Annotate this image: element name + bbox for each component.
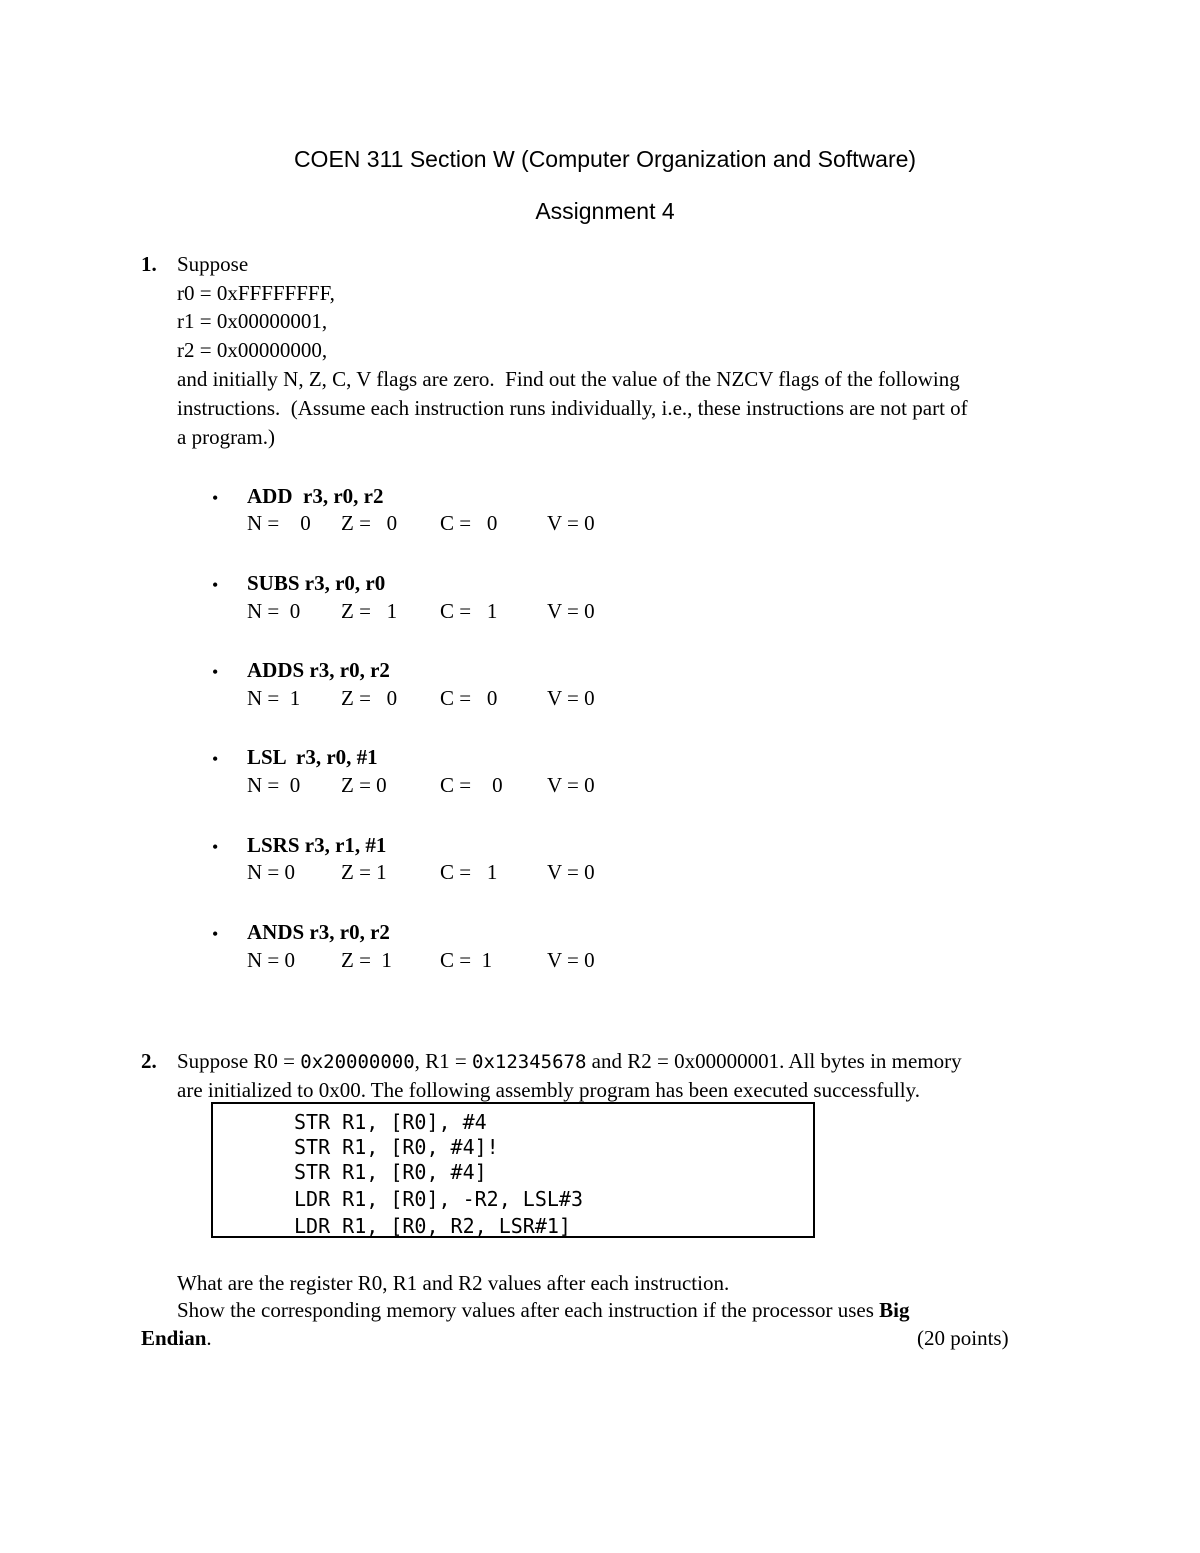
- instruction-text: ANDS r3, r0, r2: [247, 920, 390, 944]
- flag-v: V = 0: [547, 860, 595, 884]
- flag-v: V = 0: [547, 511, 595, 535]
- flag-v: V = 0: [547, 948, 595, 972]
- flag-v: V = 0: [547, 773, 595, 797]
- q2-line1-text: , R1 =: [414, 1049, 473, 1073]
- flag-n: N = 0: [247, 860, 296, 884]
- q2-number: 2.: [141, 1049, 157, 1073]
- flag-v: V = 0: [547, 686, 595, 710]
- code-line: STR R1, [R0, #4]!: [294, 1135, 499, 1159]
- code-line: LDR R1, [R0], -R2, LSL#3: [294, 1187, 583, 1211]
- q2-question-line: [141, 1328, 212, 1349]
- flag-c: C = 1: [440, 948, 493, 972]
- flag-c: C = 0: [440, 511, 498, 535]
- bullet-icon: •: [212, 488, 219, 508]
- q2-question-line: [177, 1300, 909, 1321]
- flag-n: N = 0: [247, 599, 301, 623]
- code-line: LDR R1, [R0, R2, LSR#1]: [294, 1214, 571, 1238]
- q2-period: .: [206, 1326, 212, 1350]
- instruction-text: ADDS r3, r0, r2: [247, 658, 390, 682]
- q1-register-r2: r2 = 0x00000000,: [177, 338, 328, 362]
- bullet-icon: •: [212, 575, 219, 595]
- flag-z: Z = 0: [341, 511, 398, 535]
- flag-c: C = 0: [440, 773, 503, 797]
- q1-description-line: instructions. (Assume each instruction runs individually, i.e., these instructions are not part of: [177, 396, 968, 420]
- flag-c: C = 0: [440, 686, 498, 710]
- q1-register-r0: r0 = 0xFFFFFFFF,: [177, 281, 335, 305]
- flag-c: C = 1: [440, 599, 498, 623]
- bullet-icon: •: [212, 837, 219, 857]
- flag-n: N = 0: [247, 511, 311, 535]
- bullet-icon: •: [212, 924, 219, 944]
- code-box: [211, 1102, 815, 1238]
- flag-n: N = 0: [247, 773, 301, 797]
- assignment-title: Assignment 4: [535, 198, 675, 224]
- q2-question-text: Show the corresponding memory values after each instruction if the processor uses: [177, 1298, 880, 1322]
- instruction-text: LSRS r3, r1, #1: [247, 833, 387, 857]
- q2-big-word: Big: [879, 1298, 910, 1322]
- q1-description-line: and initially N, Z, C, V flags are zero. Find out the value of the NZCV flags of the following: [177, 367, 960, 391]
- q2-points: (20 points): [917, 1326, 1009, 1350]
- q2-line2: are initialized to 0x00. The following assembly program has been executed successfully.: [177, 1078, 920, 1102]
- code-line: STR R1, [R0], #4: [294, 1110, 487, 1134]
- flag-n: N = 1: [247, 686, 301, 710]
- q2-r1-value: 0x12345678: [472, 1051, 587, 1073]
- bullet-icon: •: [212, 749, 219, 769]
- q2-r0-value: 0x20000000: [300, 1051, 415, 1073]
- q2-question-line: What are the register R0, R1 and R2 values after each instruction.: [177, 1271, 730, 1295]
- q2-line1-text: Suppose R0 =: [177, 1049, 301, 1073]
- flag-z: Z = 1: [341, 948, 392, 972]
- flag-v: V = 0: [547, 599, 595, 623]
- flag-n: N = 0: [247, 948, 296, 972]
- flag-c: C = 1: [440, 860, 498, 884]
- q2-line1: [177, 1051, 962, 1072]
- instruction-text: SUBS r3, r0, r0: [247, 571, 386, 595]
- q2-endian-word: Endian: [141, 1326, 207, 1350]
- flag-z: Z = 1: [341, 860, 387, 884]
- q1-number: 1.: [141, 252, 157, 276]
- flag-z: Z = 0: [341, 686, 398, 710]
- bullet-icon: •: [212, 662, 219, 682]
- instruction-text: LSL r3, r0, #1: [247, 745, 378, 769]
- q1-description-line: a program.): [177, 425, 275, 449]
- code-line: STR R1, [R0, #4]: [294, 1160, 487, 1184]
- q1-register-r1: r1 = 0x00000001,: [177, 309, 328, 333]
- instruction-text: ADD r3, r0, r2: [247, 484, 384, 508]
- q1-intro: Suppose: [177, 252, 249, 276]
- flag-z: Z = 0: [341, 773, 387, 797]
- q2-line1-text: and R2 = 0x00000001. All bytes in memory: [586, 1049, 962, 1073]
- flag-z: Z = 1: [341, 599, 398, 623]
- course-title: COEN 311 Section W (Computer Organization and Software): [293, 146, 917, 172]
